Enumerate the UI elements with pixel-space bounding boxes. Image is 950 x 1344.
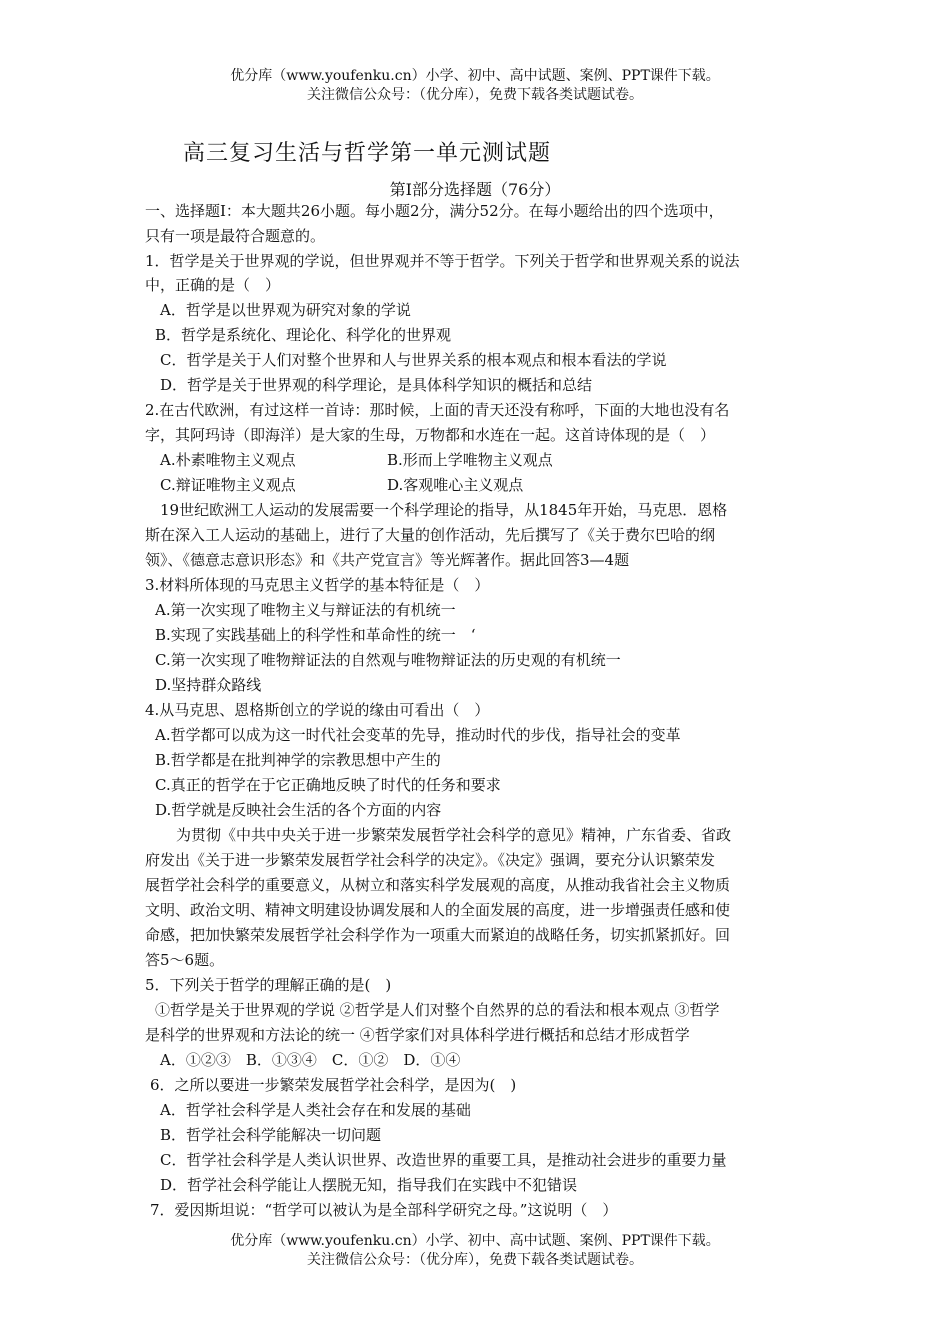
question-2-cont: 字，其阿玛诗（即海洋）是大家的生母，万物都和水连在一起。这首诗体现的是（ ） — [145, 426, 716, 444]
q4-option-a: A.哲学都可以成为这一时代社会变革的先导，推动时代的步伐，指导社会的变革 — [155, 726, 681, 744]
q2-option-d: D.客观唯心主义观点 — [387, 476, 524, 494]
passage-1: 19世纪欧洲工人运动的发展需要一个科学理论的指导，从1845年开始，马克思．恩格 — [160, 501, 728, 519]
q2-option-c: C.辩证唯物主义观点 — [160, 476, 296, 494]
passage-2-line-3: 展哲学社会科学的重要意义，从树立和落实科学发展观的高度，从推动我省社会主义物质 — [145, 876, 731, 894]
passage-2-line-4: 文明、政治文明、精神文明建设协调发展和人的全面发展的高度，进一步增强责任感和使 — [145, 901, 731, 919]
q6-option-d: D．哲学社会科学能让人摆脱无知，指导我们在实践中不犯错误 — [160, 1176, 578, 1194]
part-title: 第Ⅰ部分选择题（76分） — [389, 180, 561, 199]
q2-option-b: B.形而上学唯物主义观点 — [387, 451, 553, 469]
question-3: 3.材料所体现的马克思主义哲学的基本特征是（ ） — [145, 576, 490, 594]
q6-option-a: A．哲学社会科学是人类社会存在和发展的基础 — [160, 1101, 471, 1119]
question-4: 4.从马克思、恩格斯创立的学说的缘由可看出（ ） — [145, 701, 490, 719]
q1-option-b: B．哲学是系统化、理论化、科学化的世界观 — [155, 326, 452, 344]
q1-option-a: A．哲学是以世界观为研究对象的学说 — [160, 301, 411, 319]
question-6: 6．之所以要进一步繁荣发展哲学社会科学，是因为( ) — [150, 1076, 517, 1094]
q1-option-d: D．哲学是关于世界观的科学理论，是具体科学知识的概括和总结 — [160, 376, 593, 394]
section-intro-cont: 只有一项是最符合题意的。 — [145, 227, 326, 245]
question-1: 1．哲学是关于世界观的学说，但世界观并不等于哲学。下列关于哲学和世界观关系的说法 — [145, 252, 740, 270]
q1-option-c: C．哲学是关于人们对整个世界和人与世界关系的根本观点和根本看法的学说 — [160, 351, 667, 369]
passage-2-end: 答5～6题。 — [145, 951, 225, 969]
question-1-cont: 中，正确的是（ ） — [145, 276, 281, 294]
q3-option-d: D.坚持群众路线 — [155, 676, 262, 694]
q5-statements-cont: 是科学的世界观和方法论的统一 ④哲学家们对具体科学进行概括和总结才形成哲学 — [145, 1026, 690, 1044]
q5-options: A．①②③ B．①③④ C．①② D．①④ — [160, 1051, 461, 1069]
passage-1-end: 领》、《德意志意识形态》和《共产党宣言》等光辉著作。据此回答3—4题 — [145, 551, 630, 569]
q6-option-b: B．哲学社会科学能解决一切问题 — [160, 1126, 382, 1144]
q4-option-c: C.真正的哲学在于它正确地反映了时代的任务和要求 — [155, 776, 501, 794]
q3-option-b: B.实现了实践基础上的科学性和革命性的统一 ‘ — [155, 626, 476, 644]
header-line-2: 关注微信公众号：（优分库），免费下载各类试题试卷。 — [307, 87, 643, 103]
footer-line-2: 关注微信公众号：（优分库），免费下载各类试题试卷。 — [307, 1252, 643, 1268]
q3-option-c: C.第一次实现了唯物辩证法的自然观与唯物辩证法的历史观的有机统一 — [155, 651, 621, 669]
passage-2-line-5: 命感，把加快繁荣发展哲学社会科学作为一项重大而紧迫的战略任务，切实抓紧抓好。回 — [145, 926, 731, 944]
question-7: 7．爱因斯坦说：“哲学可以被认为是全部科学研究之母。”这说明（ ） — [150, 1201, 618, 1219]
section-intro: 一、选择题Ⅰ：本大题共26小题。每小题2分，满分52分。在每小题给出的四个选项中， — [145, 202, 724, 220]
q5-statements: ①哲学是关于世界观的学说 ②哲学是人们对整个自然界的总的看法和根本观点 ③哲学 — [155, 1001, 720, 1019]
passage-1-cont: 斯在深入工人运动的基础上，进行了大量的创作活动，先后撰写了《关于费尔巴哈的纲 — [145, 526, 716, 544]
header-line-1: 优分库（www.youfenku.cn）小学、初中、高中试题、案例、PPT课件下载。 — [230, 68, 720, 84]
q2-option-a: A.朴素唯物主义观点 — [160, 451, 296, 469]
passage-2-line-2: 府发出《关于进一步繁荣发展哲学社会科学的决定》。《决定》强调，要充分认识繁荣发 — [145, 851, 716, 869]
question-5: 5．下列关于哲学的理解正确的是( ) — [145, 976, 392, 994]
q3-option-a: A.第一次实现了唯物主义与辩证法的有机统一 — [155, 601, 456, 619]
passage-2: 为贯彻《中共中央关于进一步繁荣发展哲学社会科学的意见》精神，广东省委、省政 — [176, 826, 732, 844]
footer-line-1: 优分库（www.youfenku.cn）小学、初中、高中试题、案例、PPT课件下载。 — [230, 1233, 720, 1249]
q6-option-c: C．哲学社会科学是人类认识世界、改造世界的重要工具，是推动社会进步的重要力量 — [160, 1151, 727, 1169]
question-2: 2.在古代欧洲，有过这样一首诗：那时候，上面的青天还没有称呼，下面的大地也没有名 — [145, 401, 730, 419]
page-title: 高三复习生活与哲学第一单元测试题 — [183, 141, 552, 166]
q4-option-d: D.哲学就是反映社会生活的各个方面的内容 — [155, 801, 442, 819]
q4-option-b: B.哲学都是在批判神学的宗教思想中产生的 — [155, 751, 441, 769]
